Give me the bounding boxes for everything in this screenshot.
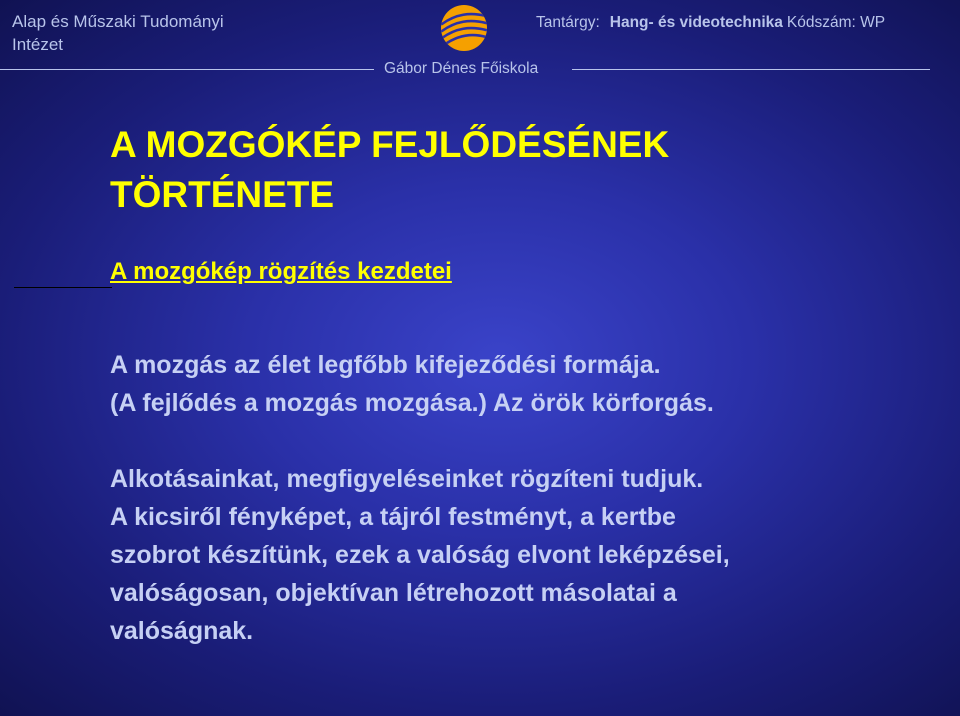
paragraph-1 — [110, 346, 910, 422]
paragraph-1-line: (A fejlődés a mozgás mozgása.) Az örök körforgás. — [110, 389, 714, 417]
school-name: Gábor Dénes Főiskola — [384, 60, 539, 77]
header-divider-left — [0, 69, 374, 70]
paragraph-2-line: A kicsiről fényképet, a tájról festményt, a kertbe — [110, 503, 676, 531]
subject-name: Hang- és videotechnika — [609, 14, 783, 31]
subject-code: Kódszám: WP — [786, 14, 886, 31]
subtitle-rule — [14, 287, 112, 288]
subject-info — [536, 14, 885, 32]
paragraph-2-line: valóságnak. — [110, 617, 254, 645]
paragraph-1-line: A mozgás az élet legfőbb kifejeződési formája. — [110, 351, 661, 379]
slide-title-line1: A MOZGÓKÉP FEJLŐDÉSÉNEK — [110, 124, 670, 165]
school-logo-icon — [440, 4, 488, 52]
paragraph-2 — [110, 460, 940, 650]
paragraph-2-line: valóságosan, objektívan létrehozott másolatai a — [110, 579, 677, 607]
institute-name — [12, 10, 312, 56]
slide-subtitle: A mozgókép rögzítés kezdetei — [110, 258, 452, 285]
slide-title-line2: TÖRTÉNETE — [110, 174, 335, 215]
institute-name-line1: Alap és Műszaki Tudományi — [12, 12, 224, 31]
subject-label: Tantárgy: — [536, 14, 600, 31]
slide-title — [110, 120, 669, 220]
paragraph-2-line: szobrot készítünk, ezek a valóság elvont leképzései, — [110, 541, 730, 569]
header-divider-right — [572, 69, 930, 70]
paragraph-2-line: Alkotásainkat, megfigyeléseinket rögzíteni tudjuk. — [110, 465, 704, 493]
institute-name-line2: Intézet — [12, 35, 64, 54]
